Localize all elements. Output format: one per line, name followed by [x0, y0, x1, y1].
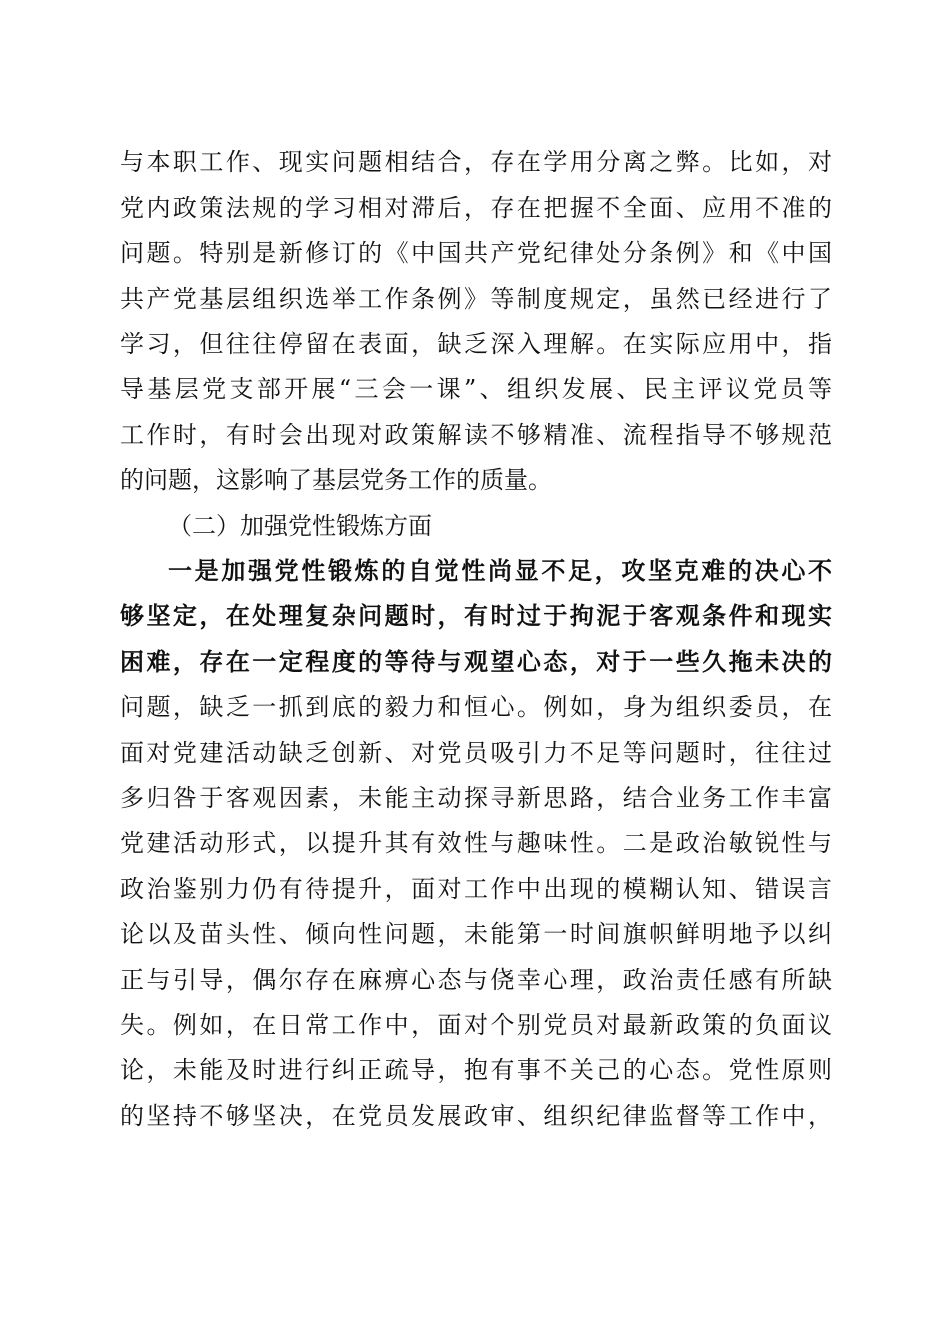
- paragraph-line: 论以及苗头性、倾向性问题，未能第一时间旗帜鲜明地予以纠: [120, 920, 832, 948]
- paragraph-line: 一是加强党性锻炼的自觉性尚显不足，攻坚克难的决心不: [168, 556, 832, 585]
- paragraph-line: 多归咎于客观因素，未能主动探寻新思路，结合业务工作丰富: [120, 784, 832, 812]
- paragraph-line: 论，未能及时进行纠正疏导，抱有事不关己的心态。党性原则: [120, 1056, 832, 1084]
- paragraph-line: 党建活动形式，以提升其有效性与趣味性。二是政治敏锐性与: [120, 829, 832, 857]
- paragraph-line: 学习，但往往停留在表面，缺乏深入理解。在实际应用中，指: [120, 330, 832, 358]
- paragraph-line: 问题。特别是新修订的《中国共产党纪律处分条例》和《中国: [120, 239, 832, 267]
- paragraph-line: 的坚持不够坚决，在党员发展政审、组织纪律监督等工作中，: [120, 1102, 832, 1130]
- paragraph-line: 与本职工作、现实问题相结合，存在学用分离之弊。比如，对: [120, 148, 832, 176]
- paragraph-line: 导基层党支部开展“三会一课”、组织发展、民主评议党员等: [120, 375, 832, 403]
- paragraph-line: 面对党建活动缺乏创新、对党员吸引力不足等问题时，往往过: [120, 739, 832, 767]
- paragraph-line: 正与引导，偶尔存在麻痹心态与侥幸心理，政治责任感有所缺: [120, 966, 832, 994]
- paragraph-line: 党内政策法规的学习相对滞后，存在把握不全面、应用不准的: [120, 194, 832, 222]
- section-heading: （二）加强党性锻炼方面: [168, 512, 432, 540]
- paragraph-line: 政治鉴别力仍有待提升，面对工作中出现的模糊认知、错误言: [120, 875, 832, 903]
- paragraph-line: 共产党基层组织选举工作条例》等制度规定，虽然已经进行了: [120, 285, 832, 313]
- paragraph-line: 够坚定，在处理复杂问题时，有时过于拘泥于客观条件和现实: [120, 601, 832, 630]
- paragraph-line: 失。例如，在日常工作中，面对个别党员对最新政策的负面议: [120, 1011, 832, 1039]
- paragraph-line: 工作时，有时会出现对政策解读不够精准、流程指导不够规范: [120, 421, 832, 449]
- paragraph-line: 困难，存在一定程度的等待与观望心态，对于一些久拖未决的: [120, 647, 832, 676]
- paragraph-line: 问题，缺乏一抓到底的毅力和恒心。例如，身为组织委员，在: [120, 693, 832, 721]
- paragraph-line: 的问题，这影响了基层党务工作的质量。: [120, 466, 552, 494]
